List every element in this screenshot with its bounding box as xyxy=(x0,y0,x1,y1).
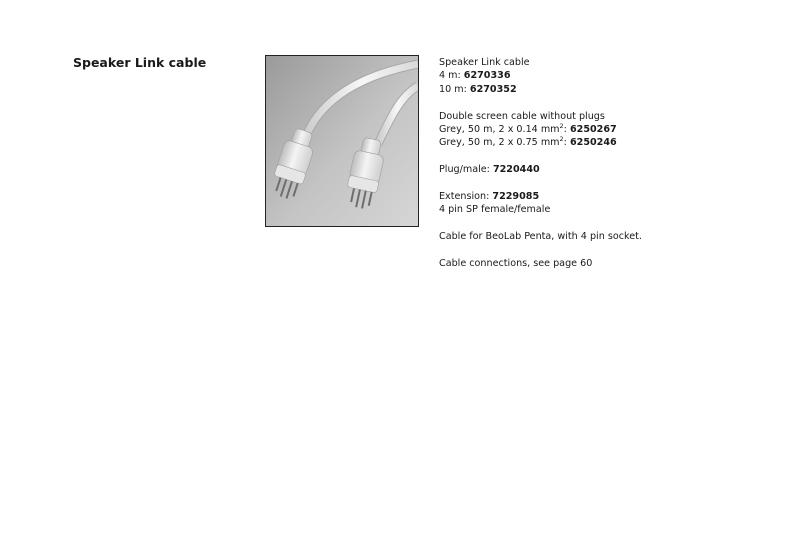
item-suffix: : xyxy=(563,137,570,149)
item-label: Extension: xyxy=(439,191,493,203)
link-cable-title: Speaker Link cable xyxy=(439,57,530,68)
item-code: 7229085 xyxy=(492,191,540,203)
beolab-note xyxy=(439,230,779,243)
plug-line xyxy=(439,163,779,176)
screen-cable-075 xyxy=(439,136,779,149)
link-cable-10m xyxy=(439,83,779,96)
item-label: Plug/male: xyxy=(439,164,493,176)
screen-cable-block xyxy=(439,110,779,150)
item-code: 6270336 xyxy=(463,70,511,82)
item-code: 7220440 xyxy=(492,164,540,176)
speaker-cable-plugs-image xyxy=(266,56,418,226)
screen-cable-014 xyxy=(439,123,779,136)
item-code: 6250267 xyxy=(569,124,617,136)
item-superscript: 2 xyxy=(559,121,564,130)
connections-note xyxy=(439,257,779,270)
beolab-note-text: Cable for BeoLab Penta, with 4 pin socket. xyxy=(439,231,642,243)
item-suffix: : xyxy=(563,124,570,136)
connections-note-text: Cable connections, see page 60 xyxy=(439,258,593,270)
link-cable-block xyxy=(439,56,779,96)
item-label: 10 m: xyxy=(439,83,470,95)
cable-photo xyxy=(265,55,419,227)
item-label: Grey, 50 m, 2 x 0.75 mm xyxy=(439,137,560,149)
screen-cable-title: Double screen cable without plugs xyxy=(439,110,605,122)
product-info xyxy=(439,56,779,284)
extension-line xyxy=(439,190,779,203)
item-superscript: 2 xyxy=(559,135,564,144)
link-cable-4m xyxy=(439,69,779,82)
section-title: Speaker Link cable xyxy=(73,55,207,70)
extension-desc: 4 pin SP female/female xyxy=(439,204,551,216)
item-code: 6270352 xyxy=(469,83,517,95)
item-label: Grey, 50 m, 2 x 0.14 mm xyxy=(439,124,560,136)
item-code: 6250246 xyxy=(569,137,617,149)
extension-block xyxy=(439,190,779,217)
item-label: 4 m: xyxy=(439,70,464,82)
plug-block xyxy=(439,163,779,176)
